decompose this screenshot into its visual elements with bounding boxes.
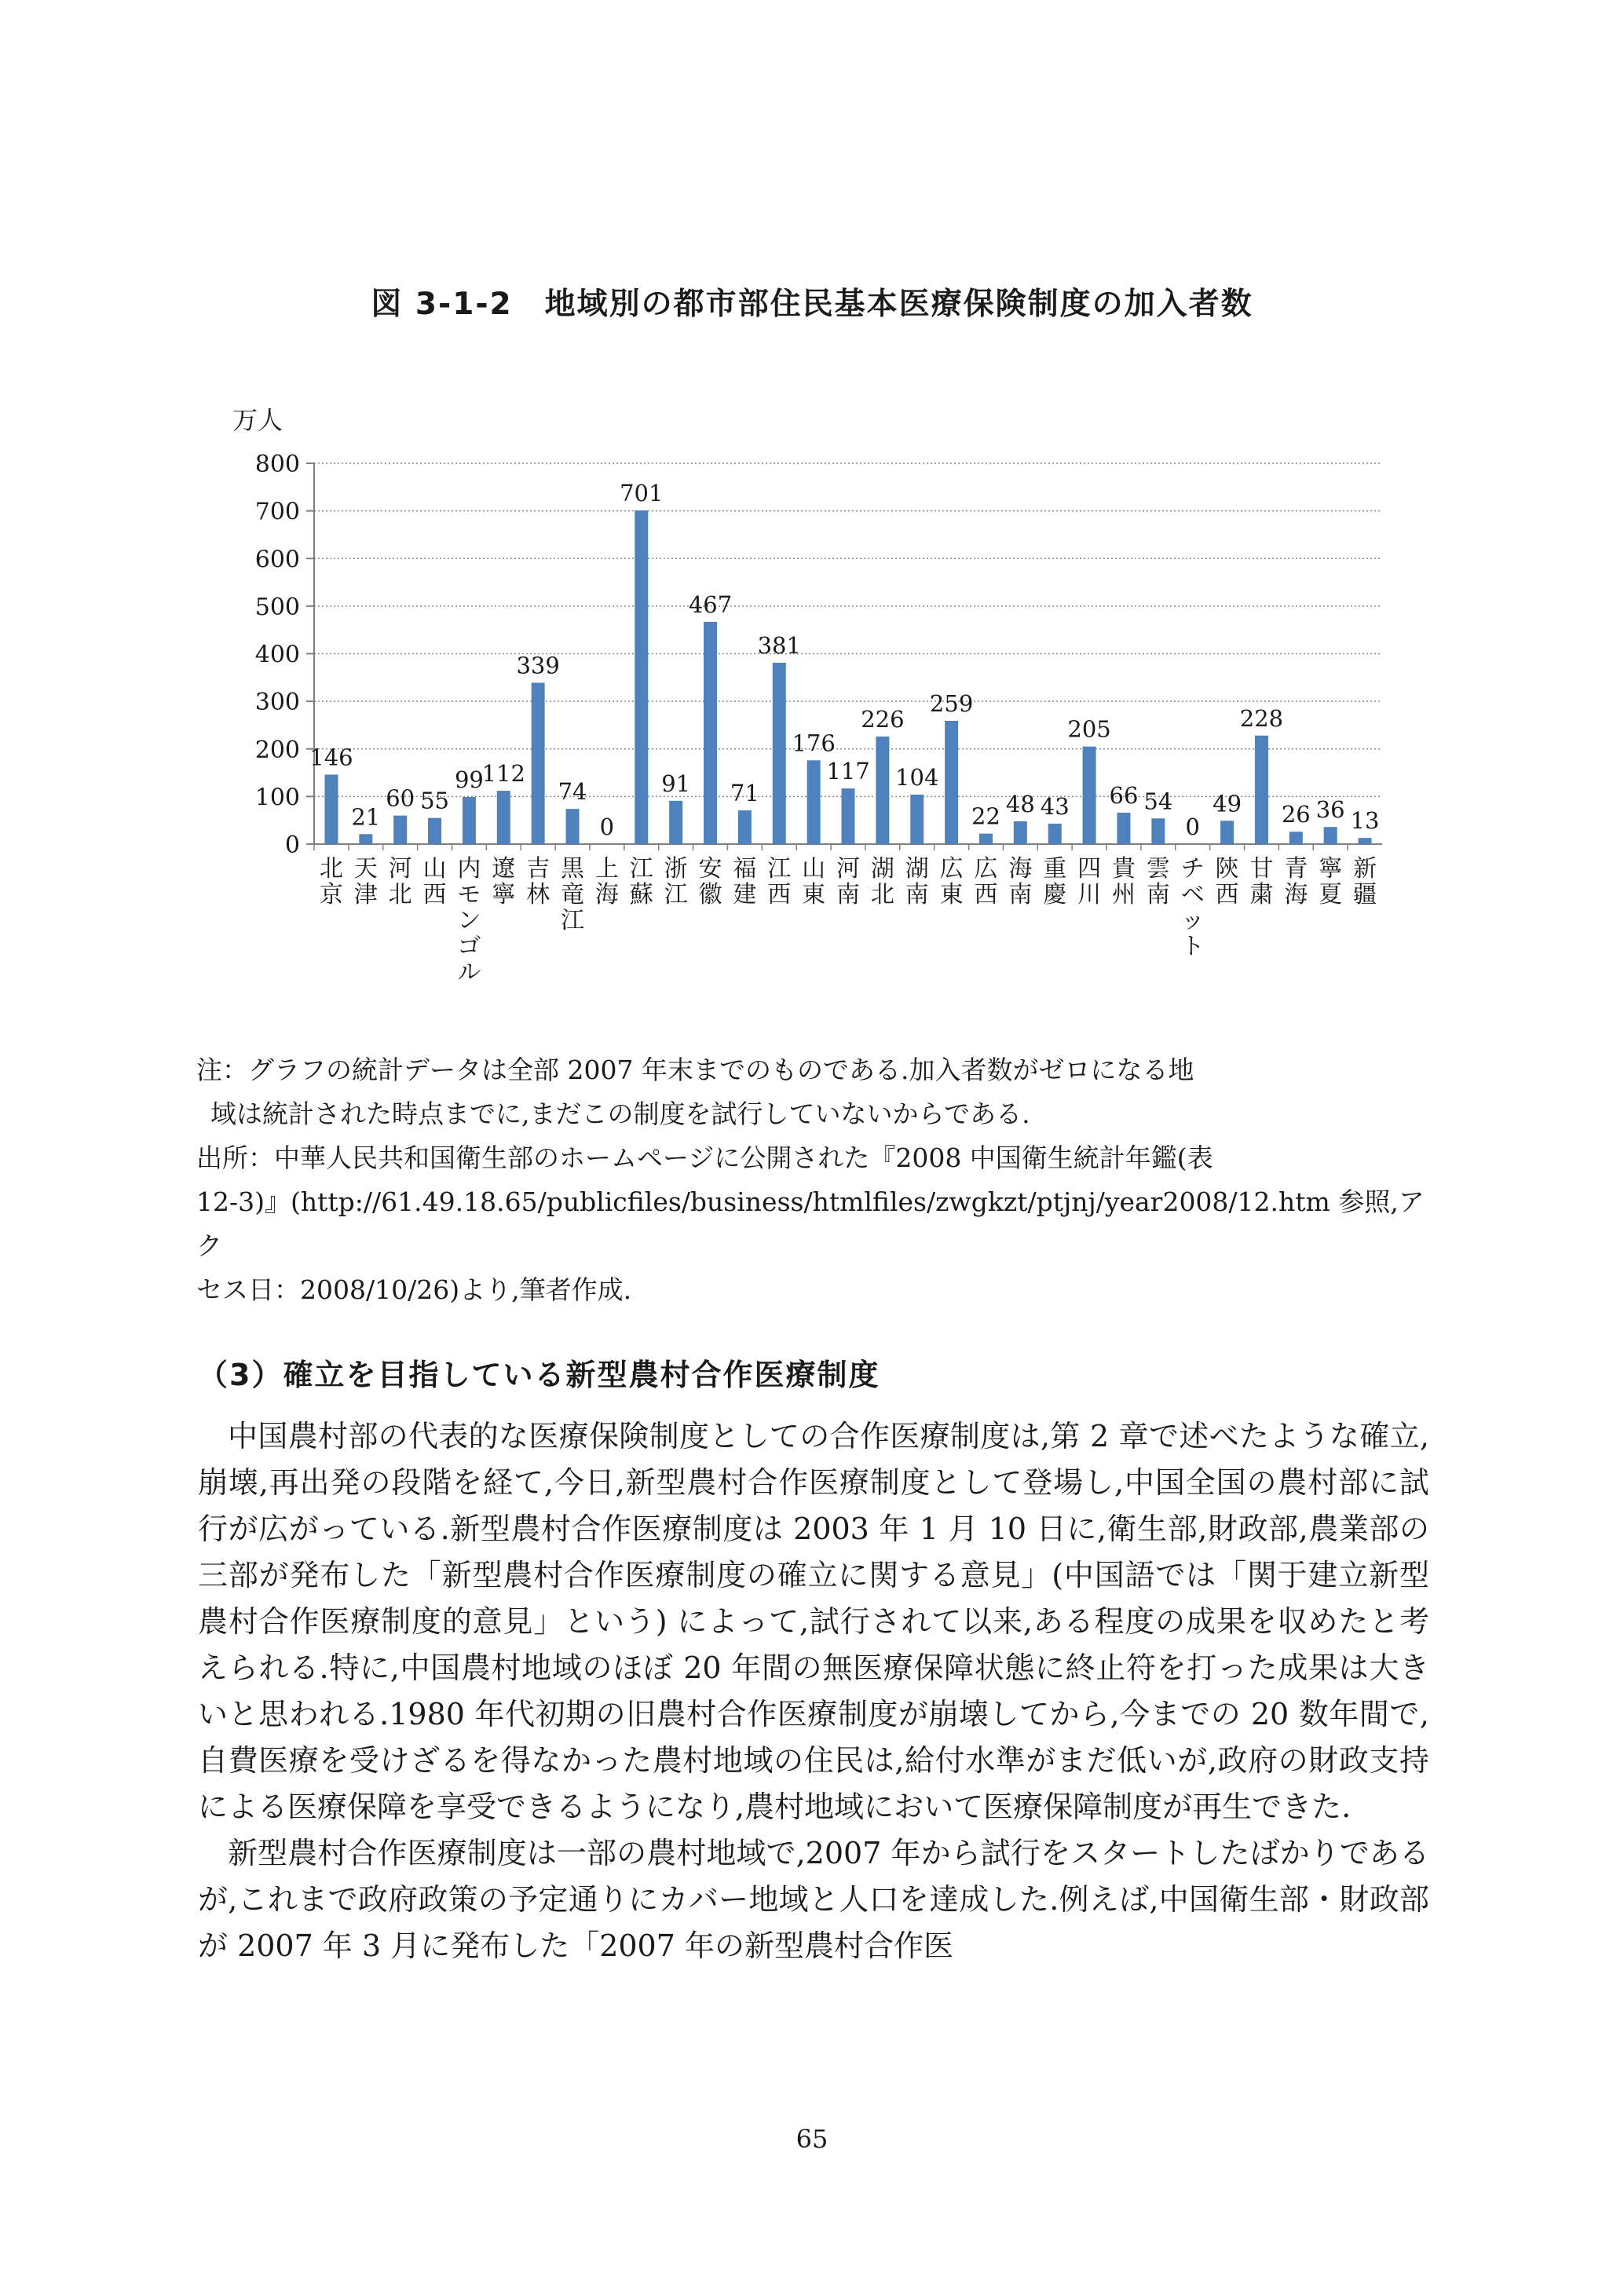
x-tick-label: 河 北 — [388, 855, 412, 909]
bar — [497, 791, 510, 844]
data-label: 36 — [1315, 796, 1345, 824]
data-label: 71 — [730, 779, 759, 806]
x-tick-label: 山 東 — [802, 855, 826, 909]
y-tick-label: 600 — [254, 546, 300, 574]
source-line: セス日：2008/10/26)より,筆者作成. — [196, 1274, 632, 1305]
note-line: 注：グラフの統計データは全部 2007 年末までのものである.加入者数がゼロになる地 — [196, 1055, 1194, 1085]
bar — [876, 737, 889, 844]
figure-title: 図 3-1-2 地域別の都市部住民基本医療保険制度の加入者数 — [371, 287, 1253, 322]
y-tick-label: 800 — [254, 451, 300, 478]
data-label: 226 — [861, 705, 905, 733]
x-axis-labels — [0, 856, 1624, 1036]
data-label: 117 — [826, 758, 870, 785]
bar — [773, 663, 786, 844]
x-tick-label: 広 東 — [939, 855, 964, 909]
page-number: 65 — [796, 2124, 828, 2154]
x-tick-label: 安 徽 — [698, 855, 722, 909]
bar — [393, 816, 407, 844]
x-tick-label: 四 川 — [1077, 855, 1102, 909]
y-tick-label: 300 — [254, 689, 300, 717]
bar — [463, 797, 476, 844]
x-tick-label: 吉 林 — [526, 855, 550, 909]
data-label: 66 — [1109, 781, 1139, 809]
x-tick-label: 江 西 — [767, 855, 792, 909]
x-tick-label: 遼 寧 — [492, 855, 516, 909]
bar — [704, 622, 717, 844]
data-label: 104 — [895, 763, 939, 791]
data-label: 701 — [620, 480, 664, 507]
data-label: 54 — [1143, 788, 1173, 815]
bar — [428, 818, 441, 844]
y-tick-label: 200 — [254, 736, 300, 764]
x-tick-label: チ ベ ッ ト — [1180, 855, 1205, 960]
x-tick-label: 内 モ ン ゴ ル — [457, 855, 481, 986]
data-label: 22 — [971, 803, 1000, 830]
data-label: 13 — [1350, 807, 1380, 835]
bar — [1014, 821, 1027, 844]
source-line: 12-3)』(http://61.49.18.65/publicfiles/business/htmlfiles/zwgkzt/ptjnj/year2008/12.htm 参照,アク — [196, 1186, 1425, 1261]
bar — [566, 809, 580, 844]
bar — [1255, 736, 1268, 844]
figure-notes — [196, 1048, 1429, 1312]
data-label: 339 — [516, 652, 560, 679]
section-heading: （3）確立を目指している新型農村合作医療制度 — [198, 1358, 880, 1392]
x-tick-label: 北 京 — [319, 855, 343, 909]
body-text — [198, 1413, 1429, 1969]
bar — [532, 682, 545, 844]
data-label: 259 — [929, 689, 974, 717]
bar — [1359, 838, 1372, 844]
data-label: 205 — [1067, 715, 1111, 743]
x-tick-label: 甘 粛 — [1249, 855, 1274, 909]
x-tick-label: 海 南 — [1008, 855, 1033, 909]
data-label: 0 — [1185, 813, 1200, 840]
bar — [1151, 818, 1165, 844]
bar — [1324, 827, 1337, 844]
x-tick-label: 江 蘇 — [629, 855, 653, 909]
data-label: 228 — [1239, 704, 1284, 732]
x-tick-label: 天 津 — [353, 855, 378, 909]
data-label: 21 — [351, 803, 381, 831]
x-tick-label: 浙 江 — [664, 855, 688, 909]
bar — [979, 834, 993, 844]
data-label: 112 — [481, 760, 525, 788]
y-tick-label: 0 — [284, 832, 300, 859]
x-tick-label: 重 慶 — [1043, 855, 1067, 909]
x-tick-label: 上 海 — [594, 855, 619, 909]
bar — [1117, 813, 1130, 844]
bar — [669, 801, 682, 844]
bar — [635, 510, 648, 844]
x-tick-label: 河 南 — [836, 855, 860, 909]
x-tick-label: 新 疆 — [1353, 855, 1377, 909]
y-tick-label: 700 — [254, 498, 300, 526]
bar — [945, 721, 958, 844]
bar — [1289, 832, 1303, 844]
bar — [359, 834, 372, 844]
source-line: 出所：中華人民共和国衛生部のホームページに公開された『2008 中国衛生統計年鑑(表 — [196, 1143, 1213, 1173]
x-tick-label: 青 海 — [1284, 855, 1308, 909]
data-label: 74 — [558, 778, 587, 806]
data-label: 381 — [757, 632, 801, 660]
bar — [910, 795, 924, 844]
data-label: 43 — [1040, 792, 1070, 820]
x-tick-label: 広 西 — [974, 855, 998, 909]
note-line: 域は統計された時点までに,まだこの制度を試行していないからである. — [210, 1099, 1030, 1129]
data-label: 146 — [309, 744, 353, 771]
x-tick-label: 湖 北 — [870, 855, 894, 909]
data-label: 467 — [688, 590, 733, 618]
x-tick-label: 陝 西 — [1215, 855, 1239, 909]
bar — [1220, 821, 1234, 844]
bar — [842, 788, 855, 844]
bar — [1048, 824, 1062, 844]
data-label: 0 — [599, 813, 615, 840]
paragraph: 新型農村合作医療制度は一部の農村地域で,2007 年から試行をスタートしたばかりであるが,これまで政府政策の予定通りにカバー地域と人口を達成した.例えば,中国衛生部・財政部が 2007 年 3 月に発布した「2007 年の新型農村合作医 — [198, 1836, 1429, 1963]
bar — [324, 774, 338, 844]
y-tick-label: 500 — [254, 593, 300, 621]
x-tick-label: 雲 南 — [1146, 855, 1170, 909]
data-label: 176 — [792, 729, 836, 757]
data-label: 91 — [661, 770, 691, 797]
x-tick-label: 黒 竜 江 — [561, 855, 585, 934]
bar — [1083, 747, 1096, 844]
y-axis-unit-label: 万人 — [232, 405, 283, 435]
data-label: 49 — [1213, 790, 1242, 817]
data-label: 26 — [1281, 801, 1311, 828]
y-tick-label: 100 — [254, 784, 300, 812]
data-label: 99 — [454, 766, 484, 793]
x-tick-label: 湖 南 — [905, 855, 929, 909]
data-label: 60 — [386, 784, 415, 812]
x-tick-label: 山 西 — [422, 855, 447, 909]
x-tick-label: 貴 州 — [1111, 855, 1136, 909]
y-tick-label: 400 — [254, 641, 300, 669]
data-label: 48 — [1005, 790, 1035, 817]
bar — [807, 760, 821, 844]
x-tick-label: 寧 夏 — [1319, 855, 1343, 909]
data-label: 55 — [420, 787, 450, 814]
paragraph: 中国農村部の代表的な医療保険制度としての合作医療制度は,第 2 章で述べたような確立,崩壊,再出発の段階を経て,今日,新型農村合作医療制度として登場し,中国全国の農村部に試行が広がっている.新型農村合作医療制度は 2003 年 1 月 10 日に,衛生部,財政部,農業部の三部が発布した「新型農村合作医療制度の確立に関する意見」(中国語では「関于建立新型農村合作医療制度的意見」という) によって,試行されて以来,ある程度の成果を収めたと考えられる.特に,中国農村地域のほぼ 20 年間の無医療保障状態に終止符を打った成果は大きいと思われる.1980 年代初期の旧農村合作医療制度が崩壊してから,今までの 20 数年間で,自費医療を受けざるを得なかった農村地域の住民は,給付水準がまだ低いが,政府の財政支持による医療保障を享受できるようになり,農村地域において医療保障制度が再生できた. — [198, 1419, 1429, 1824]
bar — [738, 810, 752, 844]
x-tick-label: 福 建 — [733, 855, 757, 909]
